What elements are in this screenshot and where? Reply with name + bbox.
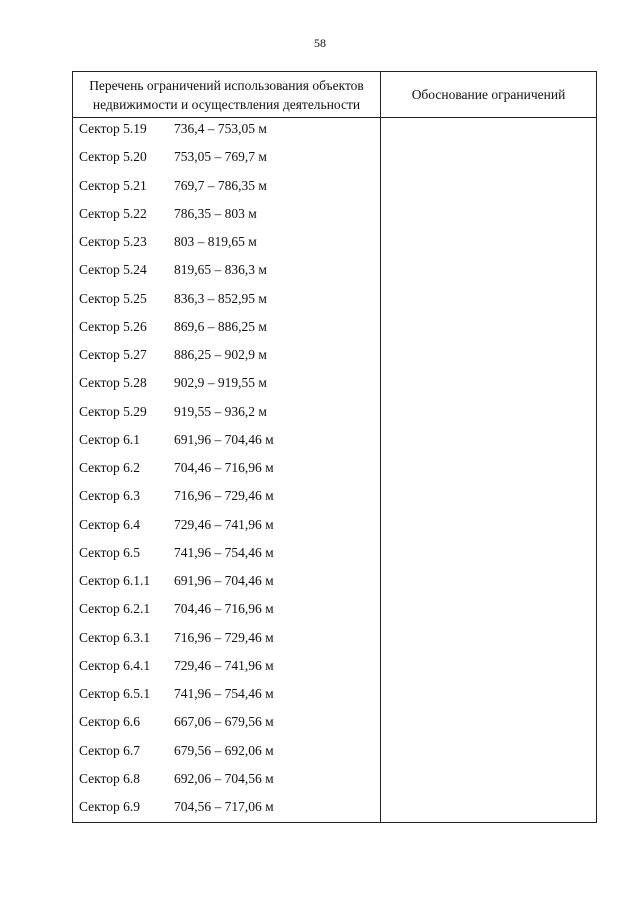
- elevation-range: 741,96 – 754,46 м: [174, 686, 274, 701]
- elevation-range: 704,46 – 716,96 м: [174, 460, 274, 475]
- table-row: [73, 231, 380, 259]
- elevation-range: 667,06 – 679,56 м: [174, 714, 274, 730]
- table-row: [73, 598, 380, 626]
- sector-name: Сектор 5.22: [79, 205, 147, 221]
- table-row: [73, 655, 380, 683]
- elevation-range: 736,4 – 753,05 м: [174, 121, 267, 136]
- table-row: [73, 514, 380, 542]
- sector-name: Сектор 6.4.1: [79, 657, 151, 673]
- elevation-range: 704,46 – 716,96 м: [174, 601, 274, 617]
- sector-name: Сектор 5.19: [79, 121, 147, 136]
- sector-name: Сектор 5.29: [79, 403, 147, 419]
- elevation-range: 716,96 – 729,46 м: [174, 488, 274, 504]
- table-row: [73, 485, 380, 513]
- table-row: [73, 683, 380, 711]
- table-row: [73, 203, 380, 231]
- table-row: [73, 711, 380, 739]
- column-divider: [380, 72, 381, 822]
- elevation-range: 836,3 – 852,95 м: [174, 290, 267, 306]
- table-row: [73, 627, 380, 655]
- table-row: [73, 401, 380, 429]
- table-row: [73, 429, 380, 457]
- elevation-range: 741,96 – 754,46 м: [174, 544, 274, 560]
- elevation-range: 919,55 – 936,2 м: [174, 403, 267, 419]
- elevation-range: 691,96 – 704,46 м: [174, 431, 274, 447]
- sector-name: Сектор 6.5: [79, 544, 141, 560]
- page-number: 58: [314, 36, 326, 50]
- table-rows: [73, 118, 380, 824]
- table-row: [73, 344, 380, 372]
- sector-name: Сектор 6.7: [79, 742, 141, 758]
- sector-name: Сектор 6.2: [79, 460, 141, 475]
- sector-name: Сектор 5.24: [79, 262, 147, 278]
- header-justification: Обоснование ограничений: [411, 86, 566, 102]
- sector-name: Сектор 5.25: [79, 290, 147, 306]
- table-row: [73, 768, 380, 796]
- sector-name: Сектор 6.9: [79, 799, 141, 814]
- sector-name: Сектор 5.28: [79, 375, 147, 391]
- elevation-range: 716,96 – 729,46 м: [174, 629, 274, 645]
- elevation-range: 691,96 – 704,46 м: [174, 573, 274, 588]
- sector-name: Сектор 6.5.1: [79, 686, 151, 701]
- table-row: [73, 259, 380, 287]
- elevation-range: 753,05 – 769,7 м: [174, 149, 267, 165]
- elevation-range: 729,46 – 741,96 м: [174, 516, 274, 532]
- sector-name: Сектор 5.23: [79, 234, 147, 249]
- sector-name: Сектор 5.21: [79, 177, 147, 193]
- elevation-range: 869,6 – 886,25 м: [174, 318, 267, 334]
- elevation-range: 729,46 – 741,96 м: [174, 657, 274, 673]
- table-row: [73, 118, 380, 146]
- table-row: [73, 570, 380, 598]
- table-row: [73, 175, 380, 203]
- elevation-range: 692,06 – 704,56 м: [174, 770, 274, 786]
- elevation-range: 886,25 – 902,9 м: [174, 347, 267, 362]
- header-restrictions-list: Перечень ограничений использования объектов недвижимости и осуществления деятельности: [89, 77, 364, 112]
- restrictions-table: [72, 71, 597, 823]
- elevation-range: 902,9 – 919,55 м: [174, 375, 267, 391]
- table-row: [73, 288, 380, 316]
- sector-name: Сектор 6.6: [79, 714, 141, 730]
- sector-name: Сектор 5.27: [79, 347, 147, 362]
- table-row: [73, 316, 380, 344]
- table-row: [73, 542, 380, 570]
- sector-name: Сектор 6.3: [79, 488, 141, 504]
- sector-name: Сектор 6.1: [79, 431, 141, 447]
- sector-name: Сектор 5.20: [79, 149, 147, 165]
- table-row: [73, 457, 380, 485]
- sector-name: Сектор 5.26: [79, 318, 147, 334]
- elevation-range: 786,35 – 803 м: [174, 205, 257, 221]
- sector-name: Сектор 6.8: [79, 770, 141, 786]
- table-row: [73, 146, 380, 174]
- sector-name: Сектор 6.2.1: [79, 601, 151, 617]
- sector-name: Сектор 6.1.1: [79, 573, 151, 588]
- table-row: [73, 740, 380, 768]
- table-row: [73, 796, 380, 824]
- elevation-range: 803 – 819,65 м: [174, 234, 257, 249]
- elevation-range: 704,56 – 717,06 м: [174, 799, 274, 814]
- sector-name: Сектор 6.3.1: [79, 629, 151, 645]
- elevation-range: 819,65 – 836,3 м: [174, 262, 267, 278]
- sector-name: Сектор 6.4: [79, 516, 141, 532]
- elevation-range: 769,7 – 786,35 м: [174, 177, 267, 193]
- elevation-range: 679,56 – 692,06 м: [174, 742, 274, 758]
- table-row: [73, 372, 380, 400]
